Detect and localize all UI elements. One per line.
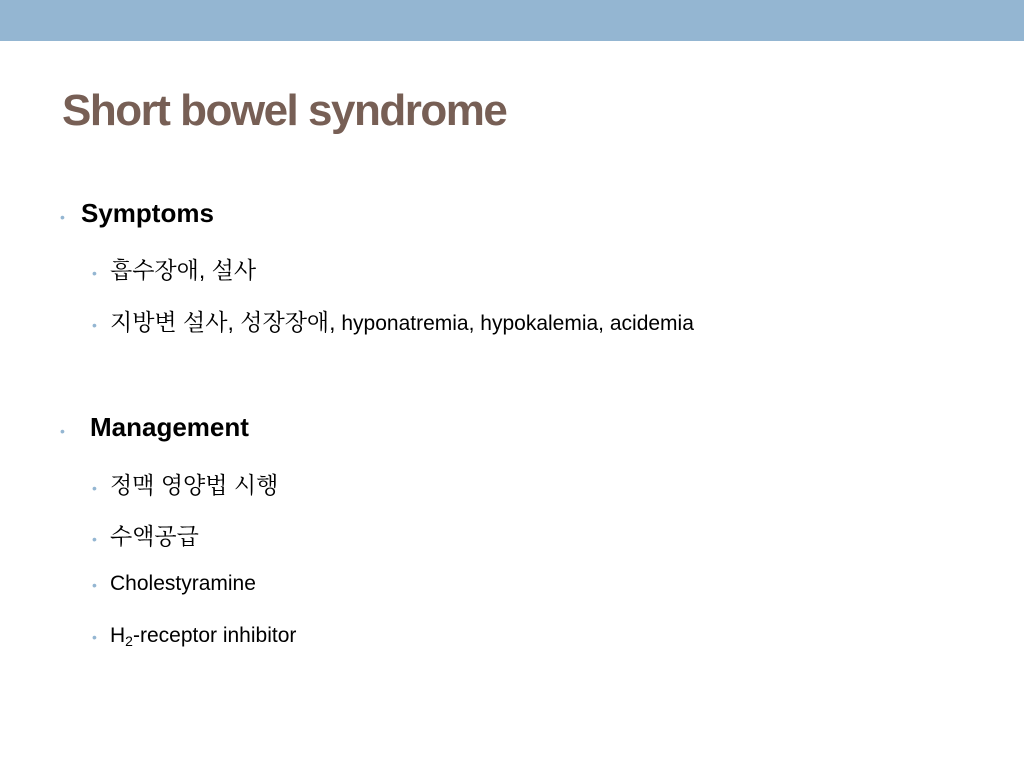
list-item-management-3	[92, 572, 256, 596]
list-item-management-4	[92, 624, 296, 649]
section-heading-management: Management	[90, 412, 249, 442]
h2-prefix: H	[110, 624, 126, 647]
bullet-dot-icon: •	[60, 423, 65, 439]
bullet-management	[60, 412, 249, 443]
bullet-dot-icon: •	[92, 531, 97, 547]
bullet-dot-icon: •	[60, 209, 65, 225]
top-accent-band	[0, 0, 1024, 41]
section-heading-symptoms: Symptoms	[81, 198, 214, 228]
management-text-3: Cholestyramine	[110, 572, 256, 595]
bullet-dot-icon: •	[92, 265, 97, 281]
h2-suffix: -receptor inhibitor	[132, 624, 297, 647]
list-item-management-1	[92, 467, 278, 500]
bullet-dot-icon: •	[92, 317, 97, 333]
list-item-symptom-1	[92, 252, 256, 285]
bullet-dot-icon: •	[92, 629, 97, 645]
symptom-text-1: 흡수장애, 설사	[110, 257, 257, 283]
bullet-dot-icon: •	[92, 577, 97, 593]
bullet-dot-icon: •	[92, 480, 97, 496]
management-text-4	[110, 624, 296, 649]
management-text-2: 수액공급	[110, 523, 199, 549]
bullet-symptoms	[60, 198, 214, 229]
list-item-symptom-2	[92, 304, 694, 337]
symptom-text-2	[110, 304, 694, 337]
symptom-text-2-latin: hyponatremia, hypokalemia, acidemia	[335, 312, 694, 335]
h2-subscript: 2	[125, 633, 133, 649]
list-item-management-2	[92, 518, 199, 551]
slide-title: Short bowel syndrome	[62, 86, 507, 135]
symptom-text-2-korean: 지방변 설사, 성장장애,	[110, 309, 336, 335]
management-text-1: 정맥 영양법 시행	[110, 472, 279, 498]
